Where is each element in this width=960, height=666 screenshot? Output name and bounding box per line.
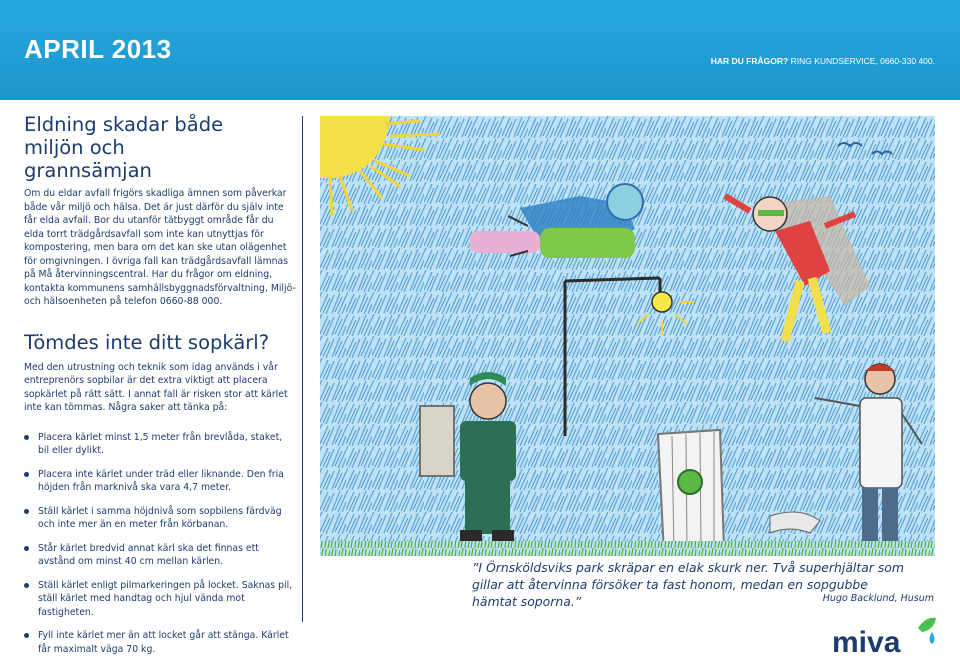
list-item: Ställ kärlet i samma höjdnivå som sopbilens färdväg och inte mer än en meter från körbanan. (24, 505, 296, 532)
miva-logo (832, 616, 942, 656)
contact-phone: RING KUNDSERVICE, 0660-330 400. (788, 56, 935, 66)
list-item: Står kärlet bredvid annat kärl ska det finnas ett avstånd om minst 40 cm mellan kärlen. (24, 542, 296, 569)
list-item: Fyll inte kärlet mer än att locket går att stänga. Kärlet får maximalt väga 70 kg. (24, 629, 296, 656)
section-body-burning: Om du eldar avfall frigörs skadliga ämnen som påverkar både vår miljö och hälsa. Det är just därför du själv inte får elda avfall. Bor du utanför tätbyggt område får du elda torrt trädgårdsavfall som inte kan utnyttjas för kompostering, men bara om det kan ske utan olägenhet för omgivningen. I övriga fall kan trädgårdsavfall lämnas på Må återvinningscentral. Har du frågor om eldning, kontakta kommunens samhällsbyggnadsförvaltning, Miljö- och hälsoenheten på telefon 0660-88 000. (24, 188, 296, 307)
contact-question: HAR DU FRÅGOR? (710, 56, 789, 66)
article-column (24, 113, 296, 666)
drawing-caption-quote: ”I Örnsköldsviks park skräpar en elak skurk ner. Två superhjältar som gillar att återvinna försöker ta fast honom, medan en sopgubbe hämtat soporna.” (472, 560, 904, 609)
waste-bin (658, 430, 724, 554)
customer-service-contact (711, 56, 935, 66)
section-heading-bin: Tömdes inte ditt sopkärl? (24, 330, 270, 354)
logo-wordmark: miva (832, 626, 901, 656)
bin-tips-list (24, 431, 296, 657)
section-heading-burning: Eldning skadar både miljön och grannsämjan (24, 113, 224, 182)
list-item: Placera inte kärlet under träd eller liknande. Den fria höjden från marknivå ska vara 4,7 meter. (24, 468, 296, 495)
issue-month: APRIL 2013 (24, 34, 172, 64)
column-divider (302, 116, 303, 622)
list-item: Placera kärlet minst 1,5 meter från brevlåda, staket, bil eller dylikt. (24, 431, 296, 458)
header-bar (0, 0, 960, 100)
list-item: Ställ kärlet enligt pilmarkeringen på locket. Saknas pil, ställ kärlet med handtag och hjul vända mot fastigheten. (24, 579, 296, 620)
section-body-bin: Med den utrustning och teknik som idag används i vår entreprenörs sopbilar är det extra viktigt att placera sopkärlet på rätt sätt. I annat fall är risken stor att kärlet inte kan tömmas. Några saker att tänka på: (24, 361, 288, 413)
drawing-author: Hugo Backlund, Husum (822, 593, 934, 604)
water-drop-leaf-icon (918, 618, 936, 644)
child-drawing (320, 116, 935, 556)
